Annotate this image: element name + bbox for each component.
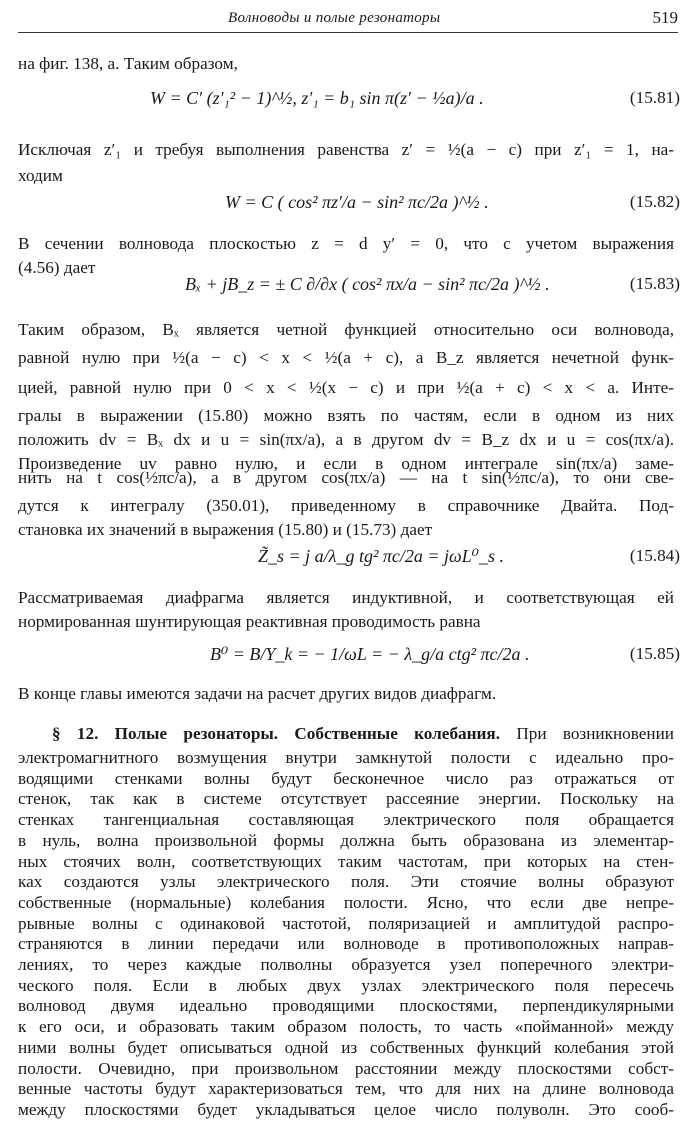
running-title: Волноводы и полые резонаторы <box>228 10 441 26</box>
page-number: 519 <box>652 8 678 27</box>
section-line: стенках тангенциальная составляющая электрического поля обращается <box>18 810 674 829</box>
section-line: ними волны будет описываться одной из собственных функций колебания этой <box>18 1038 674 1057</box>
text-line: В сечении волновода плоскостью z = d y′ = 0, что с учетом выражения <box>18 234 674 253</box>
text-line: положить dv = Bₓ dx и u = sin(πx/a), а в другом dv = B_z dx и u = cos(πx/a). <box>18 430 674 449</box>
section-line: собственные (нормальные) колебания полости. Ясно, что если две непре- <box>18 893 674 912</box>
text-line: ходим <box>18 166 63 185</box>
text-line: на фиг. 138, а. Таким образом, <box>18 54 238 73</box>
text-line: дутся к интегралу (350.01), приведенному в справочнике Двайта. Под- <box>18 496 674 515</box>
section-first-line <box>52 722 674 746</box>
section-line: ных стоячих волн, соответствующих таким частотам, при которых на стен- <box>18 852 674 871</box>
text-line: нормированная шунтирующая реактивная проводимость равна <box>18 612 481 631</box>
equation-number: (15.85) <box>629 644 680 663</box>
section-line: в нуль, волна произвольной формы должна быть образована из элементар- <box>18 831 674 850</box>
equation-number: (15.81) <box>629 88 680 107</box>
section-heading-continuation: При возникновении <box>516 724 674 743</box>
equation-number: (15.84) <box>629 546 680 565</box>
text-line: гралы в выражении (15.80) можно взять по частям, если в одном из них <box>18 406 674 425</box>
section-line: страняются в линии передачи или волноводе в противоположных направ- <box>18 934 674 953</box>
text-line: цией, равной нулю при 0 < x < ½(x − c) и при ½(a + c) < x < a. Инте- <box>18 378 674 397</box>
section-line: стенок, так как в системе отсутствует рассеяние энергии. Поскольку на <box>18 789 674 808</box>
equation-15-81: W = C′ (z′₁² − 1)^½, z′₁ = b₁ sin π(z′ − ½a)/a . <box>150 88 484 108</box>
equation-15-84: Z̃_s = j a/λ_g tg² πc/2a = jωL⁰_s . <box>258 546 504 566</box>
equation-number: (15.82) <box>629 192 680 211</box>
section-line: лениях, то через каждые полволны образуется узел поперечного электри- <box>18 955 674 974</box>
equation-15-85: B⁰ = B/Y_k = − 1/ωL = − λ_g/a ctg² πc/2a . <box>210 644 530 664</box>
text-line: Рассматриваемая диафрагма является индуктивной, и соответствующая ей <box>18 588 674 607</box>
section-line: ческого поля. Если в любых двух узлах электрического поля пересечь <box>18 976 674 995</box>
section-line: ках создаются узлы электрического поля. Эти стоячие волны образуют <box>18 872 674 891</box>
text-line: нить на t cos(½πc/a), а в другом cos(πx/a) — на t sin(½πc/a), то они све- <box>18 468 674 487</box>
equation-number: (15.83) <box>629 274 680 293</box>
text-line: Произведение uv равно нулю, и если в одном интеграле sin(πx/a) заме- <box>18 454 674 473</box>
running-header <box>18 6 678 33</box>
text-line: равной нулю при ½(a − c) < x < ½(a + c), а B_z является нечетной функ- <box>18 348 674 367</box>
section-line: полости. Очевидно, при произвольном расстоянии между плоскостями собст- <box>18 1059 674 1078</box>
text-line: Исключая z′₁ и требуя выполнения равенства z′ = ½(a − c) при z′₁ = 1, на- <box>18 140 674 159</box>
equation-15-82: W = C ( cos² πz′/a − sin² πc/2a )^½ . <box>225 192 489 212</box>
text-line: Таким образом, Bₓ является четной функцией относительно оси волновода, <box>18 320 674 339</box>
equation-15-83: Bₓ + jB_z = ± C ∂/∂x ( cos² πx/a − sin² πc/2a )^½ . <box>185 274 550 294</box>
section-line: рывные волны с одинаковой частотой, поляризацией и амплитудой распро- <box>18 914 674 933</box>
section-line: электромагнитного возмущения внутри замкнутой полости с идеально про- <box>18 748 674 767</box>
section-heading: § 12. Полые резонаторы. Собственные колебания. <box>52 724 501 743</box>
section-line: водящими стенками волны будут бесконечное число раз отражаться от <box>18 769 674 788</box>
text-line: (4.56) дает <box>18 258 96 277</box>
section-line: волновод двумя идеально проводящими плоскостями, перпендикулярными <box>18 996 674 1015</box>
text-line: В конце главы имеются задачи на расчет других видов диафрагм. <box>18 684 497 703</box>
section-line: между плоскостями будет укладываться целое число полуволн. Это сооб- <box>18 1100 674 1119</box>
section-line: к его оси, и образовать таким образом полость, то часть «пойманной» между <box>18 1017 674 1036</box>
text-line: становка их значений в выражения (15.80) и (15.73) дает <box>18 520 433 539</box>
section-line: венные частоты будут характеризоваться тем, что для них на длине волновода <box>18 1079 674 1098</box>
